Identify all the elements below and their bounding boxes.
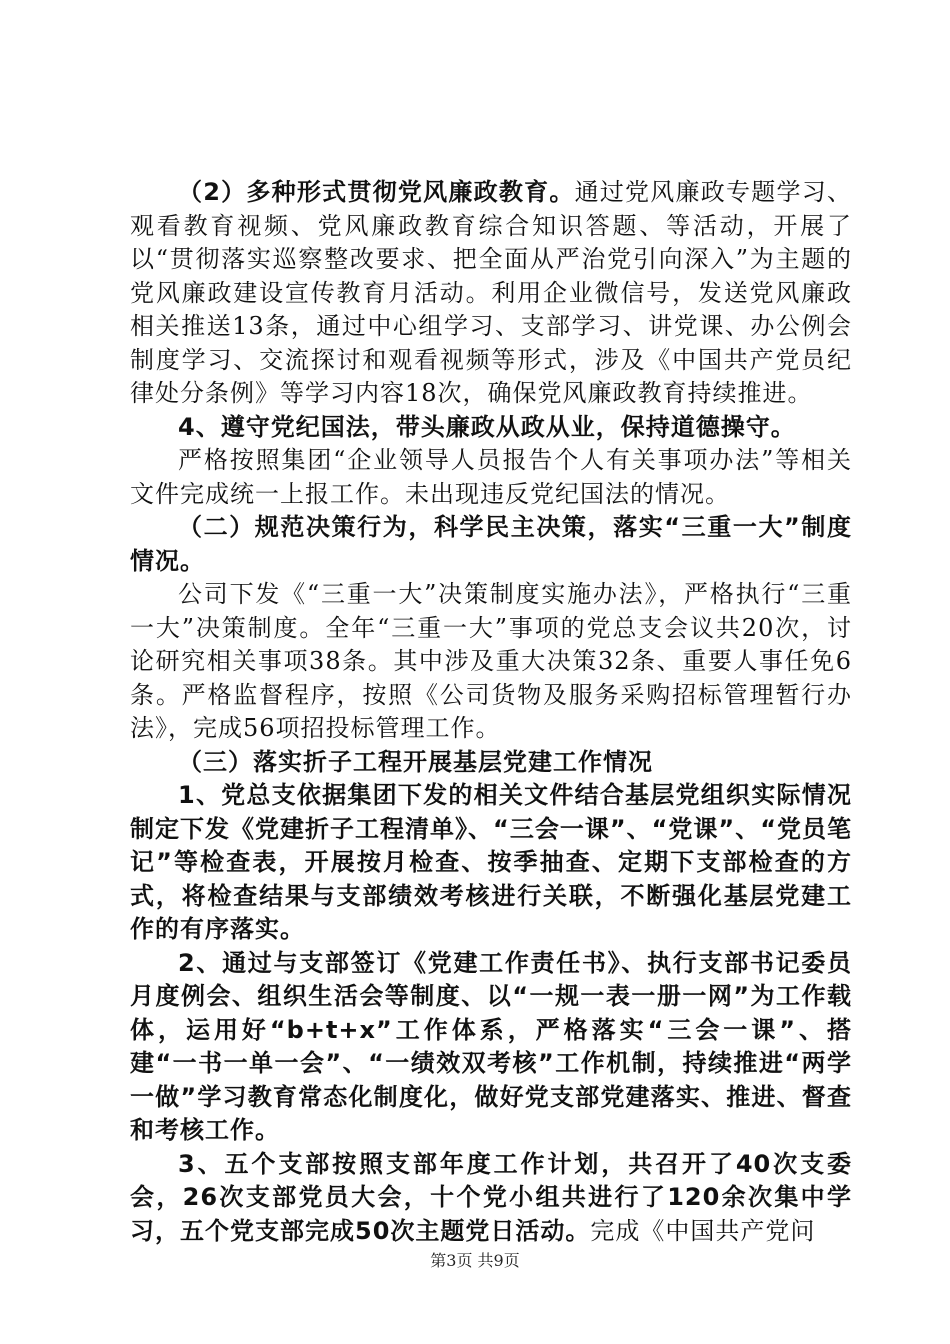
paragraph-text: 完成《中国共产党问 [590,1216,816,1245]
paragraph-lead: 1、党总支依据集团下发的相关文件结合基层党组织实际情况制定下发《党建折子工程清单》、“三会一课”、“党课”、“党员笔记”等检查表，开展按月检查、按季抽查、定期下支部检查的方式，将检查结果与支部绩效考核进行关联，不断强化基层党建工作的有序落实。 [130,781,852,943]
paragraph-text: 严格按照集团“企业领导人员报告个人有关事项办法”等相关文件完成统一上报工作。未出现违反党纪国法的情况。 [130,446,852,508]
paragraph-lead: （三）落实折子工程开展基层党建工作情况 [178,747,653,776]
paragraph-lead: 3、五个支部按照支部年度工作计划，共召开了40次支委会，26次支部党员大会，十个党小组共进行了120余次集中学习，五个党支部完成50次主题党日活动。 [130,1149,852,1245]
paragraph-text: 公司下发《“三重一大”决策制度实施办法》，严格执行“三重一大”决策制度。全年“三重一大”事项的党总支会议共20次，讨论研究相关事项38条。其中涉及重大决策32条、重要人事任免6条。严格监督程序，按照《公司货物及服务采购招标管理暂行办法》，完成56项招投标管理工作。 [130,580,852,742]
document-body [130,176,852,1248]
paragraph-item-2 [130,947,852,1148]
paragraph-lead: （2）多种形式贯彻党风廉政教育。 [178,178,575,206]
paragraph-lead: 2、通过与支部签订《党建工作责任书》、执行支部书记委员月度例会、组织生活会等制度、以“一规一表一册一网”为工作载体，运用好“b+t+x”工作体系，严格落实“三会一课”、搭建“一书一单一会”、“一绩效双考核”工作机制，持续推进“两学一做”学习教育常态化制度化，做好党支部党建落实、推进、督查和考核工作。 [130,948,852,1144]
paragraph-heading-two [130,511,852,578]
page-footer: 第3页 共9页 [430,1251,520,1270]
paragraph-item-1 [130,779,852,947]
paragraph-heading-4 [130,411,852,445]
paragraph-text: 通过党风廉政专题学习、观看教育视频、党风廉政教育综合知识答题、等活动，开展了以“贯彻落实巡察整改要求、把全面从严治党引向深入”为主题的党风廉政建设宣传教育月活动。利用企业微信号，发送党风廉政相关推送13条，通过中心组学习、支部学习、讲党课、办公例会制度学习、交流探讨和观看视频等形式，涉及《中国共产党员纪律处分条例》等学习内容18次，确保党风廉政教育持续推进。 [130,178,852,407]
paragraph-lead: 4、遵守党纪国法，带头廉政从政从业，保持道德操守。 [178,412,796,441]
paragraph-heading-three [130,746,852,780]
paragraph-report-compliance [130,444,852,511]
paragraph-party-style-education [130,176,852,411]
paragraph-lead: （二）规范决策行为，科学民主决策，落实“三重一大”制度情况。 [130,513,852,575]
paragraph-item-3 [130,1148,852,1249]
paragraph-three-important [130,578,852,746]
